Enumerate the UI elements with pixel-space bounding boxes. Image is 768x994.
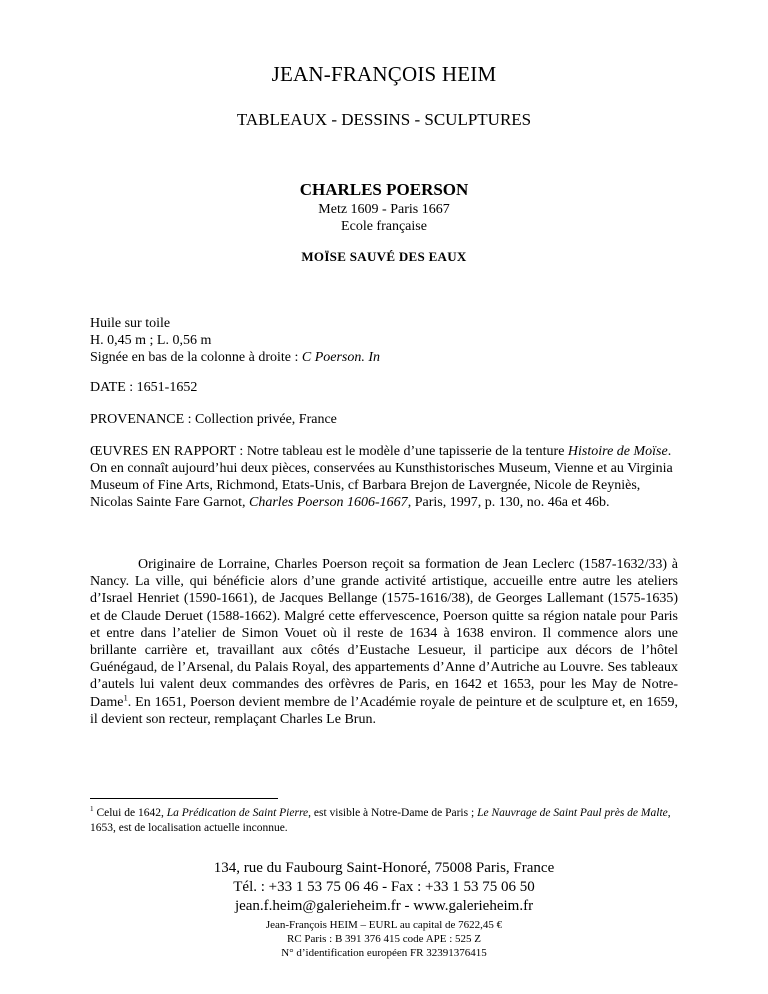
related-book-title: Charles Poerson 1606-1667 [249,495,408,510]
biography-text-2: . En 1651, Poerson devient membre de l’Académie royale de peinture et de sculpture et, en 1659, il devient son recteur, remplaçant Charles Le Brun. [90,694,678,727]
footnote-title-1: La Prédication de Saint Pierre [166,807,309,819]
footer-phone-fax: Tél. : +33 1 53 75 06 46 - Fax : +33 1 53 75 06 50 [233,879,535,895]
related-text-1: ŒUVRES EN RAPPORT : Notre tableau est le modèle d’une tapisserie de la tenture [90,444,568,459]
footer-address: 134, rue du Faubourg Saint-Honoré, 75008 Paris, France [213,860,555,876]
signature-text: C Poerson. In [301,350,381,365]
artwork-title: MOÏSE SAUVÉ DES EAUX [301,249,467,264]
footer-legal-capital: Jean-François HEIM – EURL au capital de 7622,45 € [265,919,503,931]
gallery-subtitle: TABLEAUX - DESSINS - SCULPTURES [236,110,532,129]
footnote [90,806,682,836]
artwork-signature [90,349,678,366]
related-text-3: , Paris, 1997, p. 130, no. 46a et 46b. [407,495,610,510]
artist-dates: Metz 1609 - Paris 1667 [318,202,450,217]
gallery-name: JEAN-FRANÇOIS HEIM [271,62,497,86]
artist-name: CHARLES POERSON [299,180,469,199]
related-text-2: . On en connaît aujourd’hui deux pièces, conservées au Kunsthistorisches Museum, Vienne et au Virginia Museum of Fine Arts, Richmond, Etats-Unis, cf Barbara Brejon de Lavergnée, Nicole de Reyniès, Nicolas Sainte Fare Garnot, [90,444,673,510]
biography-text-1: Originaire de Lorraine, Charles Poerson reçoit sa formation de Jean Leclerc (1587-1632/33) à Nancy. La ville, qui bénéficie alors d’une grande activité artistique, accueille entre autre les ateliers d’Israel Henriet (1590-1661), de Jacques Bellange (1575-1616/38), de Georges Lallemant (1575-1635) et de Claude Deruet (1588-1662). Malgré cette effervescence, Poerson quitte sa région natale pour Paris et entre dans l’atelier de Simon Vouet où il reste de 1634 à 1638 environ. Il commence alors une brillante carrière et, travaillant aux côtés d’Eustache Lesueur, il participe aux décors de l’hôtel Guénégaud, de l’Arsenal, du Palais Royal, des appartements d’Anne d’Autriche au Louvre. Ses tableaux d’autels lui valent deux commandes des orfèvres de Paris, en 1642 et 1653, pour les May de Notre-Dame [90,557,678,710]
footnote-text-2: , est visible à Notre-Dame de Paris ; [308,807,478,819]
biography-paragraph [90,556,678,728]
footnote-number: 1 [90,805,94,814]
footnote-title-2: Le Nauvrage de Saint Paul près de Malte [477,807,668,819]
footer-legal-rc: RC Paris : B 391 376 415 code APE : 525 Z [286,933,482,945]
footnote-divider [90,798,278,799]
footnote-text-1: Celui de 1642, [93,807,167,819]
artwork-date: DATE : 1651-1652 [90,380,198,395]
related-series-title: Histoire de Moïse [567,444,668,459]
footnote-text-3: , 1653, est de localisation actuelle inconnue. [90,807,671,834]
artwork-dimensions: H. 0,45 m ; L. 0,56 m [90,333,212,348]
footer-legal-vat: N° d’identification européen FR 32391376415 [281,947,487,959]
artwork-provenance: PROVENANCE : Collection privée, France [90,412,337,427]
footnote-reference: 1 [123,691,128,702]
related-works [90,443,678,511]
artwork-medium: Huile sur toile [90,316,171,331]
footer-email-web: jean.f.heim@galerieheim.fr - www.galerieheim.fr [234,898,534,914]
artist-school: Ecole française [341,219,427,234]
signature-label: Signée en bas de la colonne à droite : [90,350,302,365]
